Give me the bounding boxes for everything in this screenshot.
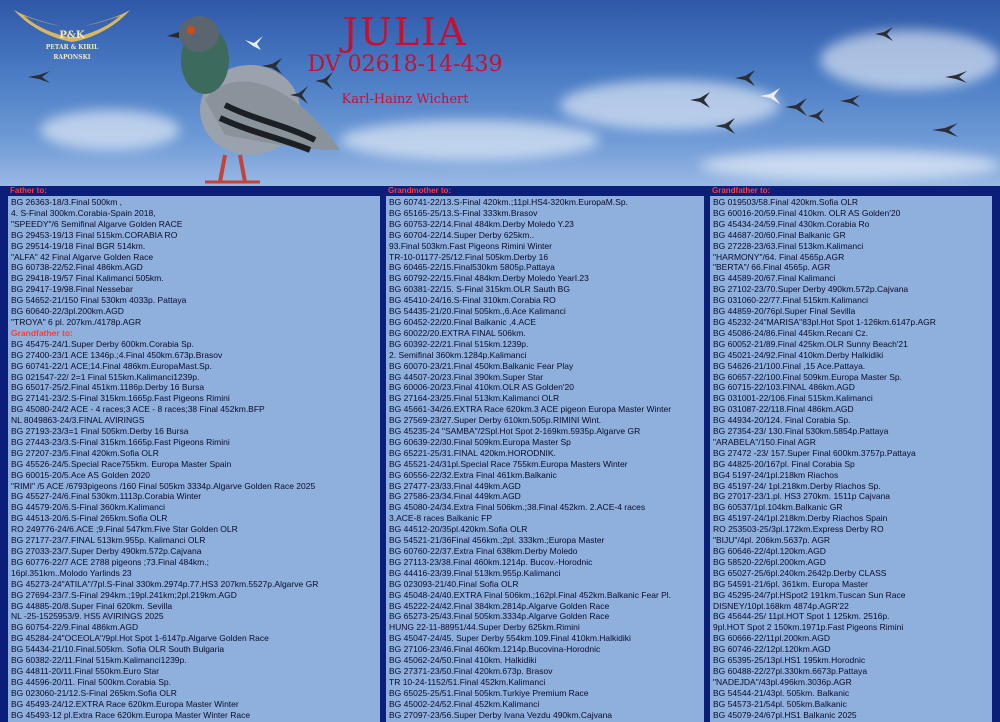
result-line: BG4 5197-24/1pl.218km Riachos: [713, 469, 839, 480]
logo-surname: RAPONSKI: [53, 54, 91, 61]
result-line: BG 44512-20/35pl.420km.Sofia OLR: [389, 524, 528, 535]
logo-monogram: P&K: [59, 30, 85, 41]
result-line: BG 54435-21/20.Final 505km.,6.Ace Kalimanci: [389, 306, 566, 317]
result-line: BG 60052-21/89.Final 425km.OLR Sunny Beach'21: [713, 338, 908, 349]
result-line: BG 60016-20/59.Final 410km. OLR AS Golden'20: [713, 207, 901, 218]
result-line: BG 021547-22/ 2=1 Final 515km.Kalimanci1239p.: [11, 371, 200, 382]
flying-pigeon: [245, 35, 263, 54]
result-line: BG 60753-22/14.Final 484km.Derby Moledo Y.23: [389, 218, 574, 229]
result-line: BG 27097-23/56.Super Derby Ivana Vezdu 490km.Cajvana: [389, 709, 613, 720]
result-line: BG 44687-20/60.Final Balkanic GR: [713, 229, 846, 240]
result-line: BG 45047-24/45. Super Derby 554km.109.Final 410km.Halkidiki: [389, 633, 631, 644]
result-line: BG 45644-25/ 11pl.HOT Spot 1 125km. 2516p.: [713, 611, 890, 622]
result-line: BG 58520-22/6pl.200km.AGD: [713, 556, 826, 567]
result-line: BG 45086-24/86.Final 445km.Recani Cz.: [713, 327, 868, 338]
flying-pigeon: [715, 118, 735, 138]
result-line: BG 65273-25/43.Final 505km.3334p.Algarve Golden Race: [389, 611, 610, 622]
result-line: BG 60760-22/37.Extra Final 638km.Derby Moledo: [389, 546, 578, 556]
flying-pigeon: [735, 70, 755, 90]
result-line: BG 44825-20/167pl. Final Corabia Sp: [713, 458, 855, 469]
result-line: BG 45048-24/40.EXTRA Final 506km.;162pl.Final 452km.Balkanic Fear Pl.: [389, 589, 672, 600]
result-line: RO 249776-24/6.ACE ;9.Final 547km.Five Star Golden OLR: [11, 524, 238, 535]
result-line: BG 60792-22/15.Final 484km.Derby Moledo YearI.23: [389, 273, 589, 284]
flying-pigeon: [785, 98, 807, 120]
result-line: BG 27586-23/34.Final 449km.AGD: [389, 491, 521, 502]
grandmother-column: [386, 186, 704, 722]
result-line: BG 29453-19/13 Final 515km.CORABIA RO: [11, 229, 178, 240]
result-line: BG 29418-19/57 Final Kalimanci 505km.: [11, 273, 164, 284]
result-line: 9pl.HOT Spot 2 150km.1971p.Fast Pigeons Rimini: [713, 622, 904, 633]
result-line: BG 27371-23/50.Final 420km.673p. Brasov: [389, 665, 553, 676]
result-line: BG 27177-23/7.FINAL 513km.955p. Kalimanci OLR: [11, 535, 206, 546]
result-line: BG 019503/58.Final 420km.Sofia OLR: [713, 197, 859, 207]
result-line: BG 023060-21/12.S-Final 265km.Sofia OLR: [11, 687, 177, 698]
result-line: BG 44507-20/23.Final 390km.Super Star: [389, 371, 544, 382]
result-line: BG 60738-22/52.Final 486km.AGD: [11, 262, 143, 273]
result-line: BG 45521-24/31pl.Special Race 755km.Europa Masters Winter: [389, 458, 628, 469]
breeder-name: Karl-Hainz Wichert: [341, 92, 469, 107]
cloud: [40, 110, 180, 150]
result-line: BG 60556-22/32.Extra Final 461km.Balkanic: [389, 469, 557, 480]
result-line: BG 65025-25/51.Final 505km.Turkiye Premium Race: [389, 687, 589, 698]
result-line: BG 45295-24/7pl.HSpot2 191km.Tuscan Sun Race: [713, 589, 906, 600]
cloud: [340, 120, 600, 160]
result-line: 93.Final 503km.Fast Pigeons Rimini Winter: [389, 240, 552, 251]
header-banner: [0, 0, 1000, 186]
result-line: BG 65395-25/13pl.HS1 195km.Horodnic: [713, 655, 866, 666]
result-line: "ALFA" 42 Final Algarve Golden Race: [11, 251, 154, 262]
result-line: BG 45021-24/92.Final 410km.Derby Halkidiki: [713, 349, 884, 360]
result-line: DISNEY/10pl.168km 4874p.AGR'22: [713, 600, 849, 611]
flying-pigeon: [945, 68, 967, 87]
result-line: BG 45493-24/12.EXTRA Race 620km.Europa Master Winter: [11, 698, 239, 709]
flying-pigeon: [690, 92, 710, 112]
result-line: "HARMONY"/64. Final 4565p.AGR: [713, 251, 845, 262]
result-line: BG 54521-21/36Final 456km.;2pl. 333km.;Europa Master: [389, 535, 605, 546]
father-results: [11, 197, 377, 328]
result-line: BG 54591-21/6pl. 361km. Europa Master: [713, 578, 868, 589]
result-line: BG 60657-22/100.Final 509km.Europa Master Sp.: [713, 371, 902, 382]
grandfather-heading: Grandfather to:: [712, 186, 771, 195]
result-line: BG 45002-24/52.Final 452km.Kalimanci: [389, 698, 540, 709]
result-line: BG 60746-22/12pl.120km.AGD: [713, 644, 831, 655]
result-line: BG 44859-20/76pl.Super Final Sevilla: [713, 306, 856, 317]
result-line: BG 27017-23/1.pl. HS3 270km. 1511p Cajvana: [713, 491, 891, 502]
flying-pigeon: [808, 108, 824, 127]
result-line: BG 45475-24/1.Super Derby 600km.Corabia Sp.: [11, 338, 194, 349]
result-line: BG 27472 -23/ 157.Super Final 600km.3757p.Pattaya: [713, 447, 916, 458]
result-line: BG 45079-24/67pl.HS1 Balkanic 2025: [713, 709, 857, 720]
result-line: TR-10-01177-25/12.Final 505km.Derby 16: [389, 251, 549, 262]
result-line: BG 60741-22/1 ACE;14.Final 486km.EuropaMast.Sp.: [11, 360, 212, 371]
ring-number: DV 02618-14-439: [307, 52, 503, 77]
result-line: BG 60488-22/27pl.330km.6673p.Pattaya: [713, 665, 868, 676]
result-line: "RIMI" /5 ACE /6793pigeons /160 Final 505km 3334p.Algarve Golden Race 2025: [11, 480, 316, 491]
result-line: BG 44513-20/6.S-Final 265km.Sofia OLR: [11, 513, 168, 524]
result-line: BG 60776-22/7 ACE 2788 pigeons ;73.Final 484km.;: [11, 556, 209, 567]
result-line: BG 26363-18/3.Final 500km ,: [11, 197, 123, 207]
result-line: BG 27106-23/46.Final 460km.1214p.Bucovina-Horodnic: [389, 644, 601, 655]
result-line: 16pl.351km..Molodo Yarlinds 23: [11, 567, 132, 578]
result-line: BG 54573-21/54pl. 505km.Balkanic: [713, 698, 847, 709]
result-line: BG 45284-24"OCEOLA"/9pl.Hot Spot 1-6147p.Algarve Golden Race: [11, 633, 269, 644]
flying-pigeon: [875, 26, 893, 45]
result-line: BG 45434-24/59.Final 430km.Corabia Ro: [713, 218, 870, 229]
result-line: BG 60646-22/4pl.120km.AGD: [713, 546, 826, 556]
result-line: BG 60006-20/23.Final 410km.OLR AS Golden'20: [389, 382, 574, 393]
result-line: 4. S-Final 300km.Corabia-Spain 2018,: [11, 207, 156, 218]
result-line: BG 27164-23/25.Final 513km.Kalimanci OLR: [389, 393, 560, 404]
result-line: BG 60382-22/11.Final 515km.Kalimanci1239p.: [11, 655, 187, 666]
result-line: BG 44589-20/67.Final Kalimanci: [713, 273, 836, 284]
father-heading: Father to:: [10, 186, 47, 195]
result-line: BG 44934-20/124. Final Corabia Sp.: [713, 415, 851, 426]
flying-pigeon: [28, 68, 50, 87]
logo: [8, 8, 136, 70]
result-line: BG 45222-24/42.Final 384km.2814p.Algarve Golden Race: [389, 600, 610, 611]
result-line: BG 54544-21/43pl. 505km. Balkanic: [713, 687, 850, 698]
result-line: BG 45197-24/1pl.218km.Derby Riachos Spain: [713, 513, 888, 524]
result-line: BG 45197-24/ 1pl.218km.Derby Riachos Sp.: [713, 480, 881, 491]
flying-pigeon: [932, 122, 958, 141]
result-line: BG 60754-22/9.Final 486km.AGD: [11, 622, 139, 633]
result-line: BG 031087-22/118.Final 486km.AGD: [713, 404, 854, 415]
result-line: "SPEEDY"/6 Semifinal Algarve Golden RACE: [11, 218, 183, 229]
result-line: "TROYA" 6 pl. 207km./4178p.AGR: [11, 316, 142, 327]
result-line: BG 27354-23/ 130.Final 530km.5854p.Pattaya: [713, 426, 889, 437]
result-line: BG 45273-24"ATILA"/7pl.S-Final 330km.2974p.77.HS3 207km.5527p.Algarve GR: [11, 578, 319, 589]
result-line: BG 60015-20/5.Ace AS Golden 2020: [11, 469, 150, 480]
result-line: BG 45527-24/6.Final 530km.1113p.Corabia Winter: [11, 491, 202, 502]
result-line: BG 65017-25/2.Final 451km.1186p.Derby 16 Bursa: [11, 382, 205, 393]
result-line: BG 27694-23/7.S-Final 294km.;19pl.241km;2pl.219km.AGD: [11, 589, 237, 600]
father-results-box: [8, 196, 380, 722]
result-line: BG 27400-23/1 ACE 1346p.;4.Final 450km.673p.Brasov: [11, 349, 223, 360]
result-line: BG 45493-12 pl.Extra Race 620km.Europa Master Winter Race: [11, 709, 251, 720]
grandmother-results-box: [386, 196, 704, 722]
result-line: BG 60666-22/11pl.200km.AGD: [713, 633, 831, 644]
result-line: "ARABELA"/150.Final AGR: [713, 436, 816, 447]
flying-pigeon: [760, 88, 780, 108]
grandmother-heading: Grandmother to:: [388, 186, 452, 195]
result-line: BG 29417-19/98.Final Nessebar: [11, 284, 133, 295]
result-line: 2. Semifinal 360km.1284p.Kalimanci: [389, 349, 527, 360]
flying-pigeon: [840, 92, 860, 111]
result-line: BG 27443-23/3.S-Final 315km.1665p.Fast Pigeons Rimini: [11, 436, 230, 447]
result-line: BG 023093-21/40.Final Sofia OLR: [389, 578, 519, 589]
result-line: BG 54652-21/150 Final 530km 4033p. Pattaya: [11, 295, 187, 306]
result-line: BG 44596-20/11. Final 500km.Corabia Sp.: [11, 676, 172, 687]
result-line: BG 45410-24/16.S-Final 310km.Corabia RO: [389, 295, 556, 306]
result-line: BG 27102-23/70.Super Derby 490km.572p.Cajvana: [713, 284, 909, 295]
result-line: HUNG 22-11-88951/44.Super Derby 625km.Rimini: [389, 622, 580, 633]
result-line: BG 44885-20/8.Super Final 620km. Sevilla: [11, 600, 173, 611]
father-column: [8, 186, 380, 722]
result-line: BG 65027-25/6pl.240km.2642p.Derby CLASS: [713, 567, 887, 578]
logo-name: PETAR & KIRIL: [45, 44, 99, 51]
result-line: BG 45526-24/5.Special Race755km. Europa Master Spain: [11, 458, 232, 469]
result-line: BG 60465-22/15.Final530km 5805p.Pattaya: [389, 262, 555, 273]
result-line: BG 54434-21/10.Final.505km. Sofia OLR South Bulgaria: [11, 644, 225, 655]
pigeon-name: JULIA: [342, 10, 468, 54]
result-line: BG 27207-23/5.Final 420km.Sofia OLR: [11, 447, 159, 458]
result-line: BG 031001-22/106.Final 515km.Kalimanci: [713, 393, 873, 404]
result-line: BG 44811-20/11.Final 550km.Euro Star: [11, 665, 160, 676]
result-line: BG 45235-24 "SAMBA"/2Spl.Hot Spot 2-169km.5935p.Algarve GR: [389, 426, 641, 437]
result-line: BG 45080-24/2 ACE - 4 races;3 ACE - 8 races;38 Final 452km.BFP: [11, 404, 265, 415]
grandfather-results: [11, 339, 377, 721]
result-line: "BERTA"/ 66.Final 4565p. AGR: [713, 262, 831, 273]
result-line: BG 45661-34/26.EXTRA Race 620km.3 ACE pigeon Europa Master Winter: [389, 404, 672, 415]
result-line: BG 27228-23/63.Final 513km.Kalimanci: [713, 240, 864, 251]
result-line: NL -25-1525953/9. HS5 AVIRINGS 2025: [11, 611, 164, 622]
result-line: BG 031060-22/77.Final 515km.Kalimanci: [713, 295, 868, 306]
result-line: BG 44579-20/6.S-Final 360km.Kalimanci: [11, 502, 166, 513]
grandfather-column: [710, 186, 992, 722]
result-line: BG 60022/20.EXTRA FINAL 506km.: [389, 327, 526, 338]
result-line: BG 27033-23/7.Super Derby 490km.572p.Cajvana: [11, 546, 202, 556]
result-line: BG 45062-24/50.Final 410km. Halkidiki: [389, 655, 537, 666]
result-line: BG 60639-22/30.Final 509km.Europa Master Sp: [389, 436, 571, 447]
result-line: BG 60704-22/14.Super Derby 625km..: [389, 229, 535, 240]
result-line: BG 29514-19/18 Final BGR 514km.: [11, 240, 146, 251]
result-line: BG 60741-22/13.S-Final 420km.;11pl.HS4-320km.EuropaM.Sp.: [389, 197, 628, 207]
result-line: NL 8049863-24/3.FINAL AVIRINGS: [11, 415, 145, 426]
result-line: BG 60715-22/103.FINAL 486km.AGD: [713, 382, 855, 393]
result-line: BG 60070-23/21.Final 450km.Balkanic Fear Play: [389, 360, 574, 371]
result-line: "NADEJDA"/43pl.496km.3036p.AGR: [713, 676, 852, 687]
cloud: [820, 30, 1000, 90]
grandmother-results: [389, 197, 701, 721]
result-line: BG 27477-23/33.Final 449km.AGD: [389, 480, 521, 491]
result-line: BG 27141-23/2.S-Final 315km.1665p.Fast Pigeons Rimini: [11, 393, 230, 404]
result-line: BG 65165-25/13.S-Final 333km.Brasov: [389, 207, 538, 218]
grandfather-results-box: [710, 196, 992, 722]
result-line: TR 10-24-1152/51.Final 452km.Kalimanci: [389, 676, 546, 687]
result-line: BG 54626-21/100.Final ,15 Ace.Pattaya.: [713, 360, 866, 371]
result-line: RO 253503-25/3pl.172km.Express Derby RO: [713, 524, 884, 535]
result-line: BG 27193-23/3=1 Final 505km.Derby 16 Bursa: [11, 426, 189, 437]
result-line: BG 60392-22/21.Final 515km.1239p.: [389, 338, 529, 349]
result-line: 3.ACE-8 races Balkanic FP: [389, 513, 492, 524]
result-line: BG 45232-24"MARISA"83pl.Hot Spot 1-126km.6147p.AGR: [713, 316, 936, 327]
result-line: BG 45080-24/34.Extra Final 506km.;38.Final 452km. 2.ACE-4 races: [389, 502, 646, 513]
result-line: BG 60452-22/20.Final Balkanic ,4.ACE: [389, 316, 536, 327]
result-line: BG 60381-22/15. S-Final 315km.OLR Sauth BG: [389, 284, 570, 295]
cloud: [700, 150, 1000, 180]
grandfather-column-results: [713, 197, 989, 721]
result-line: BG 60537/1pl.104km.Balkanic GR: [713, 502, 843, 513]
result-line: BG 60640-22/3pl.200km.AGD: [11, 306, 124, 317]
result-line: BG 65221-25/31.FINAL 420km.HORODNIK.: [389, 447, 556, 458]
result-line: BG 27569-23/27.Super Derby 610km.505p.RIMINI Wint.: [389, 415, 602, 426]
result-line: "BIJU"/4pl. 206km.5637p. AGR: [713, 535, 831, 546]
result-line: BG 27113-23/38.Final 460km.1214p. Bucov.-Horodnic: [389, 556, 593, 567]
result-line: BG 44416-23/39.Final 513km.955p.Kalimanci: [389, 567, 561, 578]
grandfather-subheading: Grandfather to:: [11, 327, 73, 338]
